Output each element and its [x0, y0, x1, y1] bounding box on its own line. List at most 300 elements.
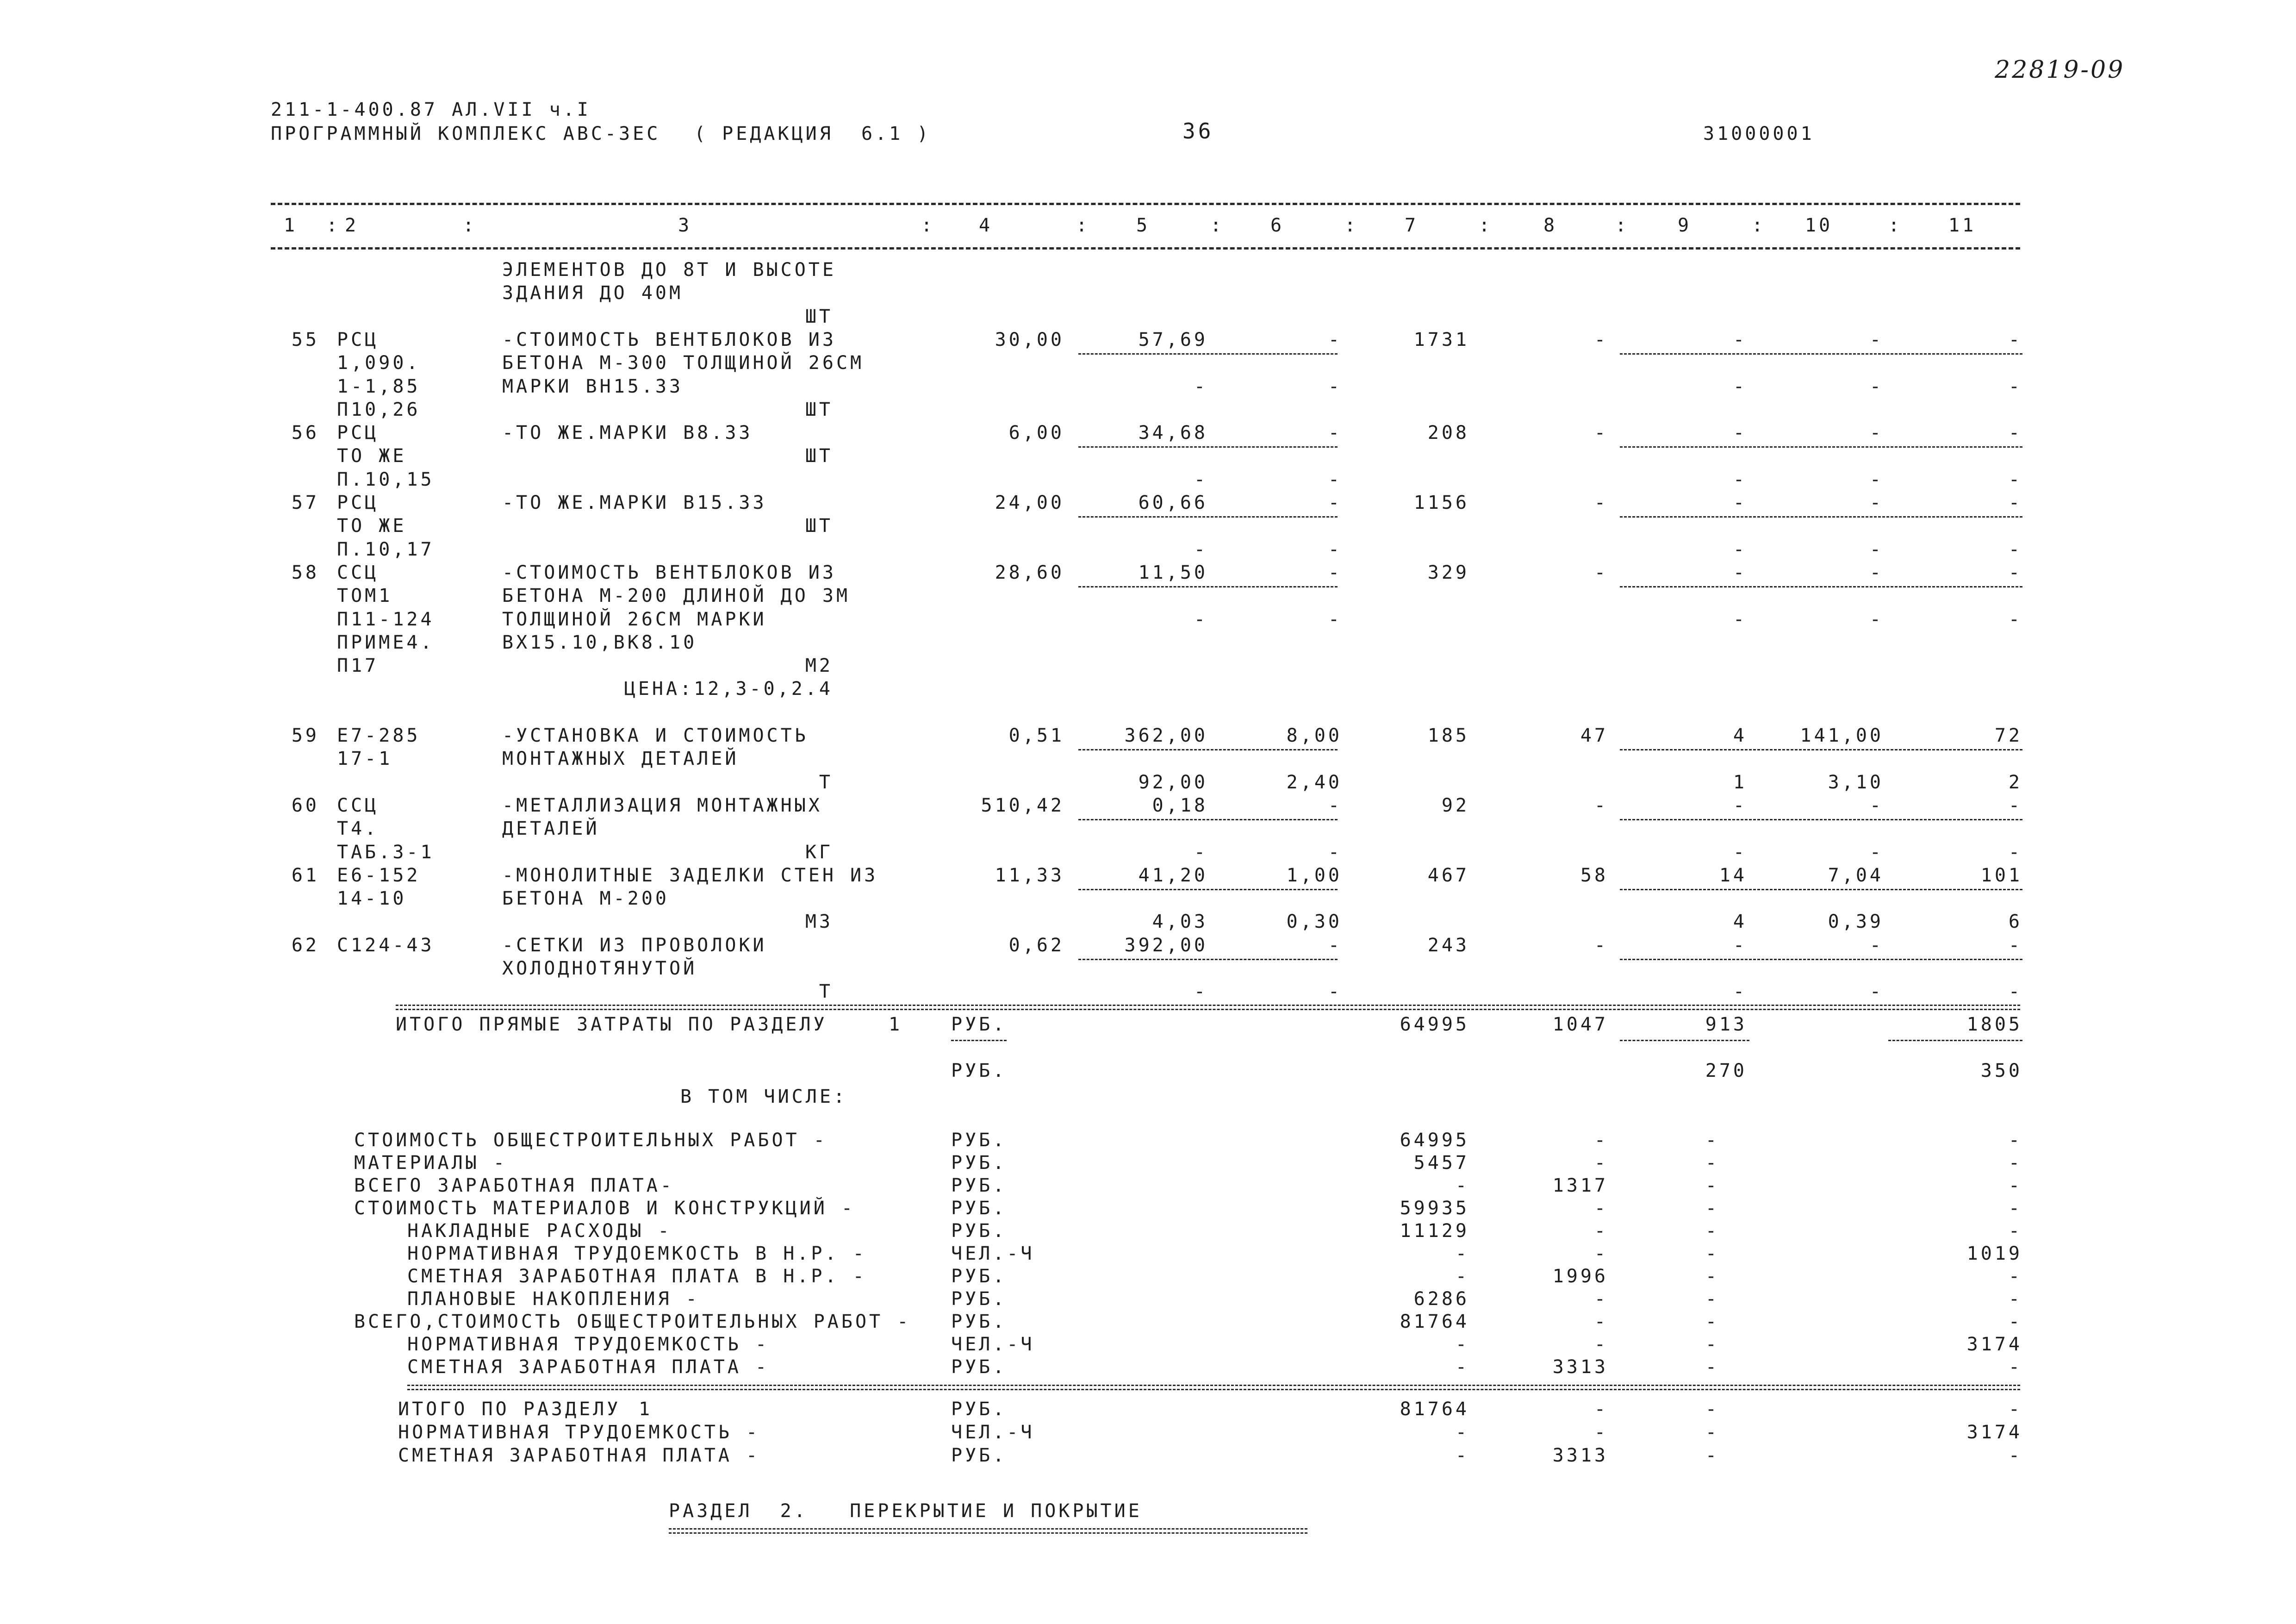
- value-c9: 1: [1733, 771, 1747, 793]
- value-c10: -: [1869, 794, 1884, 816]
- summary-unit: РУБ.: [951, 1356, 1007, 1378]
- summary-unit: РУБ.: [951, 1311, 1007, 1332]
- column-separator: :: [326, 215, 341, 236]
- value-c8: -: [1594, 934, 1608, 956]
- subtotal-rule-9-11: [1620, 959, 2022, 960]
- value-c9: -: [1733, 492, 1747, 513]
- value-c4: 28,60: [995, 562, 1064, 583]
- section-total-c11b: 350: [1980, 1060, 2022, 1081]
- summary-c8: -: [1594, 1243, 1608, 1264]
- final-c8: -: [1594, 1398, 1608, 1420]
- work-description: БЕТОНА М-300 ТОЛЩИНОЙ 26СМ: [502, 352, 865, 374]
- value-c5: 92,00: [1138, 771, 1208, 793]
- column-number-9: 9: [1677, 215, 1692, 236]
- value-c10: 141,00: [1800, 725, 1884, 746]
- value-c5: -: [1194, 981, 1208, 1003]
- value-c11: -: [2008, 468, 2022, 490]
- summary-c8: -: [1594, 1197, 1608, 1219]
- work-description: ХОЛОДНОТЯНУТОЙ: [502, 958, 697, 979]
- value-c7: 185: [1427, 725, 1469, 746]
- work-description: ТОЛЩИНОЙ 26СМ МАРКИ: [502, 608, 767, 630]
- final-label: ИТОГО ПО РАЗДЕЛУ: [398, 1398, 621, 1420]
- norm-code: ТО ЖЕ: [337, 515, 407, 537]
- value-c11: 2: [2008, 771, 2022, 793]
- value-c10: -: [1869, 841, 1884, 863]
- final-c11: -: [2008, 1444, 2022, 1466]
- c9-rule: [1620, 1040, 1749, 1041]
- norm-code: Е6-152: [337, 864, 421, 886]
- final-unit: РУБ.: [951, 1444, 1007, 1466]
- work-description: МАРКИ ВН15.33: [502, 375, 684, 397]
- unit-label: М2: [805, 655, 833, 677]
- row-number: 59: [291, 725, 319, 746]
- summary-unit: РУБ.: [951, 1197, 1007, 1219]
- summary-c8: 1996: [1552, 1265, 1608, 1287]
- column-number-10: 10: [1804, 215, 1833, 236]
- final-c9: -: [1705, 1398, 1719, 1420]
- value-c6: -: [1328, 841, 1342, 863]
- c11-rule: [1888, 1040, 2022, 1041]
- value-c4: 0,62: [1008, 934, 1064, 956]
- handwritten-archive-code: 22819-09: [1995, 56, 2125, 84]
- value-c5: 0,18: [1152, 794, 1208, 816]
- summary-c9: -: [1705, 1288, 1719, 1310]
- summary-c7: -: [1455, 1174, 1469, 1196]
- column-separator: :: [1752, 215, 1766, 236]
- value-c10: -: [1869, 468, 1884, 490]
- summary-c8: -: [1594, 1288, 1608, 1310]
- row-number: 57: [291, 492, 319, 513]
- edition: ( РЕДАКЦИЯ 6.1 ): [694, 123, 931, 144]
- row-number: 55: [291, 329, 319, 350]
- work-description: -ТО ЖЕ.МАРКИ В8.33: [502, 422, 753, 444]
- section-total-c9b: 270: [1705, 1060, 1747, 1081]
- value-c5: -: [1194, 375, 1208, 397]
- summary-c9: -: [1705, 1243, 1719, 1264]
- value-c11: 101: [1980, 864, 2022, 886]
- unit-label: ШТ: [805, 445, 833, 467]
- norm-code: ПРИМЕ4.: [337, 631, 435, 653]
- value-c5: -: [1194, 468, 1208, 490]
- section-total-unit2: РУБ.: [951, 1060, 1007, 1081]
- summary-unit: РУБ.: [951, 1152, 1007, 1174]
- value-c10: 7,04: [1828, 864, 1884, 886]
- column-number-1: 1: [283, 215, 298, 236]
- summary-unit: РУБ.: [951, 1288, 1007, 1310]
- value-c4: 24,00: [995, 492, 1064, 513]
- norm-code: П.10,17: [337, 538, 435, 560]
- subtotal-rule-5-6: [1078, 353, 1338, 355]
- summary-c8: -: [1594, 1311, 1608, 1332]
- summary-unit: РУБ.: [951, 1220, 1007, 1242]
- value-c11: -: [2008, 329, 2022, 350]
- summary-c8: -: [1594, 1152, 1608, 1174]
- work-description: -СТОИМОСТЬ ВЕНТБЛОКОВ ИЗ: [502, 562, 836, 583]
- including-label: В ТОМ ЧИСЛЕ:: [680, 1086, 847, 1107]
- section-total-c11: 1805: [1966, 1013, 2022, 1035]
- final-c7: -: [1455, 1444, 1469, 1466]
- column-number-8: 8: [1543, 215, 1558, 236]
- work-description: МОНТАЖНЫХ ДЕТАЛЕЙ: [502, 748, 739, 770]
- summary-c9: -: [1705, 1333, 1719, 1355]
- column-separator: :: [1615, 215, 1630, 236]
- summary-c11: -: [2008, 1152, 2022, 1174]
- norm-code: 1-1,85: [337, 375, 421, 397]
- summary-label: ВСЕГО,СТОИМОСТЬ ОБЩЕСТРОИТЕЛЬНЫХ РАБОТ -: [354, 1311, 911, 1332]
- work-description: ВХ15.10,ВК8.10: [502, 631, 697, 653]
- subtotal-rule-5-6: [1078, 819, 1338, 820]
- column-separator: :: [1210, 215, 1225, 236]
- summary-c11: -: [2008, 1220, 2022, 1242]
- norm-code: ТО ЖЕ: [337, 445, 407, 467]
- value-c6: -: [1328, 981, 1342, 1003]
- summary-c11: -: [2008, 1174, 2022, 1196]
- unit-label: ШТ: [805, 515, 833, 537]
- summary-c11: -: [2008, 1288, 2022, 1310]
- summary-c11: -: [2008, 1265, 2022, 1287]
- norm-code: ТАБ.3-1: [337, 841, 435, 863]
- column-separator: :: [1888, 215, 1903, 236]
- value-c9: -: [1733, 562, 1747, 583]
- summary-label: СТОИМОСТЬ МАТЕРИАЛОВ И КОНСТРУКЦИЙ -: [354, 1197, 855, 1219]
- header-bottom-rule: [271, 247, 2020, 250]
- subtotal-rule-5-6: [1078, 959, 1338, 960]
- next-section-underline: [669, 1528, 1307, 1534]
- value-c7: 1731: [1413, 329, 1469, 350]
- value-c6: -: [1328, 934, 1342, 956]
- value-c8: -: [1594, 422, 1608, 444]
- value-c9: 4: [1733, 725, 1747, 746]
- value-c9: 14: [1719, 864, 1747, 886]
- summary-label: МАТЕРИАЛЫ -: [354, 1152, 507, 1174]
- value-c5: 11,50: [1138, 562, 1208, 583]
- final-c8: 3313: [1552, 1444, 1608, 1466]
- subtotal-rule-5-6: [1078, 889, 1338, 890]
- final-total-rule: [407, 1385, 2020, 1390]
- value-c11: -: [2008, 492, 2022, 513]
- section-total-c7: 64995: [1400, 1013, 1469, 1035]
- summary-label: СТОИМОСТЬ ОБЩЕСТРОИТЕЛЬНЫХ РАБОТ -: [354, 1129, 828, 1151]
- value-c11: -: [2008, 562, 2022, 583]
- subtotal-rule-5-6: [1078, 516, 1338, 518]
- summary-label: НАКЛАДНЫЕ РАСХОДЫ -: [407, 1220, 672, 1242]
- value-c10: -: [1869, 538, 1884, 560]
- value-c9: -: [1733, 934, 1747, 956]
- value-c10: -: [1869, 375, 1884, 397]
- value-c9: -: [1733, 422, 1747, 444]
- value-c10: 0,39: [1828, 911, 1884, 933]
- value-c9: -: [1733, 538, 1747, 560]
- norm-code: ССЦ: [337, 794, 379, 816]
- subtotal-rule-9-11: [1620, 516, 2022, 518]
- table-top-rule: [271, 203, 2020, 205]
- value-c7: 329: [1427, 562, 1469, 583]
- value-c11: -: [2008, 375, 2022, 397]
- value-c6: 2,40: [1286, 771, 1342, 793]
- value-c5: -: [1194, 841, 1208, 863]
- norm-code: 1,090.: [337, 352, 421, 374]
- unit-label: Т: [819, 981, 833, 1003]
- value-c7: 467: [1427, 864, 1469, 886]
- unit-label: КГ: [805, 841, 833, 863]
- column-number-7: 7: [1404, 215, 1419, 236]
- row-number: 56: [291, 422, 319, 444]
- summary-unit: РУБ.: [951, 1129, 1007, 1151]
- norm-code: С124-43: [337, 934, 435, 956]
- value-c6: 0,30: [1286, 911, 1342, 933]
- work-description: -УСТАНОВКА И СТОИМОСТЬ: [502, 725, 809, 746]
- final-section-number: 1: [639, 1398, 653, 1420]
- value-c6: -: [1328, 329, 1342, 350]
- section-total-c8: 1047: [1552, 1013, 1608, 1035]
- work-description: -СЕТКИ ИЗ ПРОВОЛОКИ: [502, 934, 767, 956]
- unit-label: М3: [805, 911, 833, 933]
- value-c10: -: [1869, 329, 1884, 350]
- final-unit: РУБ.: [951, 1398, 1007, 1420]
- summary-c8: -: [1594, 1220, 1608, 1242]
- summary-c11: 1019: [1966, 1243, 2022, 1264]
- work-description: ЭЛЕМЕНТОВ ДО 8Т И ВЫСОТЕ: [502, 259, 836, 281]
- value-c6: 8,00: [1286, 725, 1342, 746]
- summary-c7: 59935: [1400, 1197, 1469, 1219]
- value-c5: -: [1194, 538, 1208, 560]
- unit-rule: [951, 1040, 1007, 1041]
- value-c10: -: [1869, 422, 1884, 444]
- norm-code: П.10,15: [337, 468, 435, 490]
- column-separator: :: [921, 215, 935, 236]
- subtotal-rule-9-11: [1620, 353, 2022, 355]
- section-number: 1: [889, 1013, 903, 1035]
- summary-c11: -: [2008, 1311, 2022, 1332]
- section-total-rule: [396, 1005, 2020, 1010]
- value-c4: 11,33: [995, 864, 1064, 886]
- value-c10: -: [1869, 608, 1884, 630]
- summary-label: ВСЕГО ЗАРАБОТНАЯ ПЛАТА-: [354, 1174, 674, 1196]
- value-c11: -: [2008, 608, 2022, 630]
- summary-c7: -: [1455, 1265, 1469, 1287]
- section-total-unit: РУБ.: [951, 1013, 1007, 1035]
- row-number: 60: [291, 794, 319, 816]
- value-c6: -: [1328, 468, 1342, 490]
- summary-c9: -: [1705, 1265, 1719, 1287]
- value-c9: -: [1733, 329, 1747, 350]
- summary-c9: -: [1705, 1220, 1719, 1242]
- value-c4: 6,00: [1008, 422, 1064, 444]
- value-c6: -: [1328, 422, 1342, 444]
- program-name: ПРОГРАММНЫЙ КОМПЛЕКС АВС-3ЕС: [271, 123, 661, 144]
- value-c5: 362,00: [1124, 725, 1208, 746]
- value-c6: -: [1328, 375, 1342, 397]
- subtotal-rule-9-11: [1620, 586, 2022, 587]
- value-c8: -: [1594, 794, 1608, 816]
- norm-code: ТОМ1: [337, 585, 393, 607]
- summary-c7: -: [1455, 1333, 1469, 1355]
- value-c9: -: [1733, 468, 1747, 490]
- work-description: ДЕТАЛЕЙ: [502, 818, 600, 840]
- summary-unit: ЧЕЛ.-Ч: [951, 1333, 1035, 1355]
- price-note: ЦЕНА:12,3-0,2.4: [624, 678, 833, 700]
- value-c6: -: [1328, 562, 1342, 583]
- subtotal-rule-9-11: [1620, 889, 2022, 890]
- column-number-3: 3: [678, 215, 692, 236]
- work-description: ЗДАНИЯ ДО 40М: [502, 282, 684, 304]
- value-c10: 3,10: [1828, 771, 1884, 793]
- summary-c11: -: [2008, 1356, 2022, 1378]
- column-separator: :: [1344, 215, 1359, 236]
- row-number: 61: [291, 864, 319, 886]
- value-c11: -: [2008, 841, 2022, 863]
- section-total-label: ИТОГО ПРЯМЫЕ ЗАТРАТЫ ПО РАЗДЕЛУ: [396, 1013, 828, 1035]
- value-c5: 57,69: [1138, 329, 1208, 350]
- value-c11: -: [2008, 422, 2022, 444]
- subtotal-rule-5-6: [1078, 446, 1338, 448]
- value-c8: -: [1594, 329, 1608, 350]
- work-description: БЕТОНА М-200 ДЛИНОЙ ДО 3М: [502, 585, 851, 607]
- value-c11: 6: [2008, 911, 2022, 933]
- summary-c9: -: [1705, 1152, 1719, 1174]
- value-c10: -: [1869, 562, 1884, 583]
- summary-c9: -: [1705, 1174, 1719, 1196]
- work-description: -ТО ЖЕ.МАРКИ В15.33: [502, 492, 767, 513]
- value-c7: 1156: [1413, 492, 1469, 513]
- value-c6: -: [1328, 608, 1342, 630]
- document-code: 31000001: [1703, 123, 1815, 144]
- value-c6: -: [1328, 492, 1342, 513]
- column-number-5: 5: [1136, 215, 1151, 236]
- value-c5: 4,03: [1152, 911, 1208, 933]
- final-unit: ЧЕЛ.-Ч: [951, 1421, 1035, 1443]
- summary-unit: РУБ.: [951, 1265, 1007, 1287]
- next-section-title: РАЗДЕЛ 2. ПЕРЕКРЫТИЕ И ПОКРЫТИЕ: [669, 1500, 1142, 1522]
- final-label: НОРМАТИВНАЯ ТРУДОЕМКОСТЬ -: [398, 1421, 760, 1443]
- value-c6: -: [1328, 538, 1342, 560]
- summary-c7: 11129: [1400, 1220, 1469, 1242]
- row-number: 58: [291, 562, 319, 583]
- summary-unit: РУБ.: [951, 1174, 1007, 1196]
- value-c10: -: [1869, 492, 1884, 513]
- subtotal-rule-9-11: [1620, 749, 2022, 750]
- summary-c11: 3174: [1966, 1333, 2022, 1355]
- norm-code: 14-10: [337, 888, 407, 910]
- summary-c9: -: [1705, 1356, 1719, 1378]
- norm-code: Т4.: [337, 818, 379, 840]
- final-c11: 3174: [1966, 1421, 2022, 1443]
- norm-code: Е7-285: [337, 725, 421, 746]
- work-description: -МЕТАЛЛИЗАЦИЯ МОНТАЖНЫХ: [502, 794, 822, 816]
- value-c10: -: [1869, 934, 1884, 956]
- value-c5: -: [1194, 608, 1208, 630]
- summary-c7: 6286: [1413, 1288, 1469, 1310]
- column-number-2: 2: [344, 215, 359, 236]
- value-c11: 72: [1994, 725, 2022, 746]
- column-separator: :: [1076, 215, 1090, 236]
- unit-label: Т: [819, 771, 833, 793]
- final-c8: -: [1594, 1421, 1608, 1443]
- norm-code: 17-1: [337, 748, 393, 770]
- norm-code: П11-124: [337, 608, 435, 630]
- summary-label: СМЕТНАЯ ЗАРАБОТНАЯ ПЛАТА -: [407, 1356, 770, 1378]
- norm-code: П10,26: [337, 399, 421, 420]
- page-number: 36: [1182, 119, 1214, 144]
- value-c8: -: [1594, 492, 1608, 513]
- summary-label: НОРМАТИВНАЯ ТРУДОЕМКОСТЬ -: [407, 1333, 770, 1355]
- column-separator: :: [463, 215, 477, 236]
- summary-label: СМЕТНАЯ ЗАРАБОТНАЯ ПЛАТА В Н.Р. -: [407, 1265, 867, 1287]
- column-number-6: 6: [1270, 215, 1285, 236]
- summary-c8: 3313: [1552, 1356, 1608, 1378]
- norm-code: РСЦ: [337, 329, 379, 350]
- value-c4: 0,51: [1008, 725, 1064, 746]
- value-c11: -: [2008, 981, 2022, 1003]
- value-c9: -: [1733, 981, 1747, 1003]
- subtotal-rule-5-6: [1078, 749, 1338, 750]
- value-c8: 58: [1580, 864, 1608, 886]
- value-c4: 510,42: [981, 794, 1064, 816]
- norm-code: РСЦ: [337, 492, 379, 513]
- value-c9: -: [1733, 841, 1747, 863]
- subtotal-rule-5-6: [1078, 586, 1338, 587]
- summary-c11: -: [2008, 1129, 2022, 1151]
- row-number: 62: [291, 934, 319, 956]
- value-c9: -: [1733, 375, 1747, 397]
- value-c6: 1,00: [1286, 864, 1342, 886]
- value-c7: 92: [1441, 794, 1469, 816]
- value-c10: -: [1869, 981, 1884, 1003]
- value-c8: -: [1594, 562, 1608, 583]
- section-total-c9: 913: [1705, 1013, 1747, 1035]
- value-c4: 30,00: [995, 329, 1064, 350]
- summary-c7: 5457: [1413, 1152, 1469, 1174]
- summary-c7: 64995: [1400, 1129, 1469, 1151]
- value-c11: -: [2008, 934, 2022, 956]
- final-c7: 81764: [1400, 1398, 1469, 1420]
- norm-code: РСЦ: [337, 422, 379, 444]
- summary-c7: -: [1455, 1243, 1469, 1264]
- summary-label: НОРМАТИВНАЯ ТРУДОЕМКОСТЬ В Н.Р. -: [407, 1243, 867, 1264]
- summary-c9: -: [1705, 1311, 1719, 1332]
- value-c8: 47: [1580, 725, 1608, 746]
- value-c7: 243: [1427, 934, 1469, 956]
- value-c6: -: [1328, 794, 1342, 816]
- value-c5: 41,20: [1138, 864, 1208, 886]
- value-c9: -: [1733, 608, 1747, 630]
- column-number-11: 11: [1948, 215, 1977, 236]
- final-c9: -: [1705, 1421, 1719, 1443]
- column-number-4: 4: [978, 215, 993, 236]
- summary-c11: -: [2008, 1197, 2022, 1219]
- value-c7: 208: [1427, 422, 1469, 444]
- final-c11: -: [2008, 1398, 2022, 1420]
- summary-c9: -: [1705, 1129, 1719, 1151]
- summary-label: ПЛАНОВЫЕ НАКОПЛЕНИЯ -: [407, 1288, 700, 1310]
- norm-code: П17: [337, 655, 379, 677]
- value-c5: 60,66: [1138, 492, 1208, 513]
- value-c5: 392,00: [1124, 934, 1208, 956]
- value-c9: 4: [1733, 911, 1747, 933]
- summary-c9: -: [1705, 1197, 1719, 1219]
- summary-unit: ЧЕЛ.-Ч: [951, 1243, 1035, 1264]
- norm-code: ССЦ: [337, 562, 379, 583]
- unit-label: ШТ: [805, 306, 833, 327]
- final-c7: -: [1455, 1421, 1469, 1443]
- summary-c8: -: [1594, 1333, 1608, 1355]
- summary-c8: 1317: [1552, 1174, 1608, 1196]
- summary-c8: -: [1594, 1129, 1608, 1151]
- value-c11: -: [2008, 538, 2022, 560]
- final-c9: -: [1705, 1444, 1719, 1466]
- value-c11: -: [2008, 794, 2022, 816]
- work-description: -СТОИМОСТЬ ВЕНТБЛОКОВ ИЗ: [502, 329, 836, 350]
